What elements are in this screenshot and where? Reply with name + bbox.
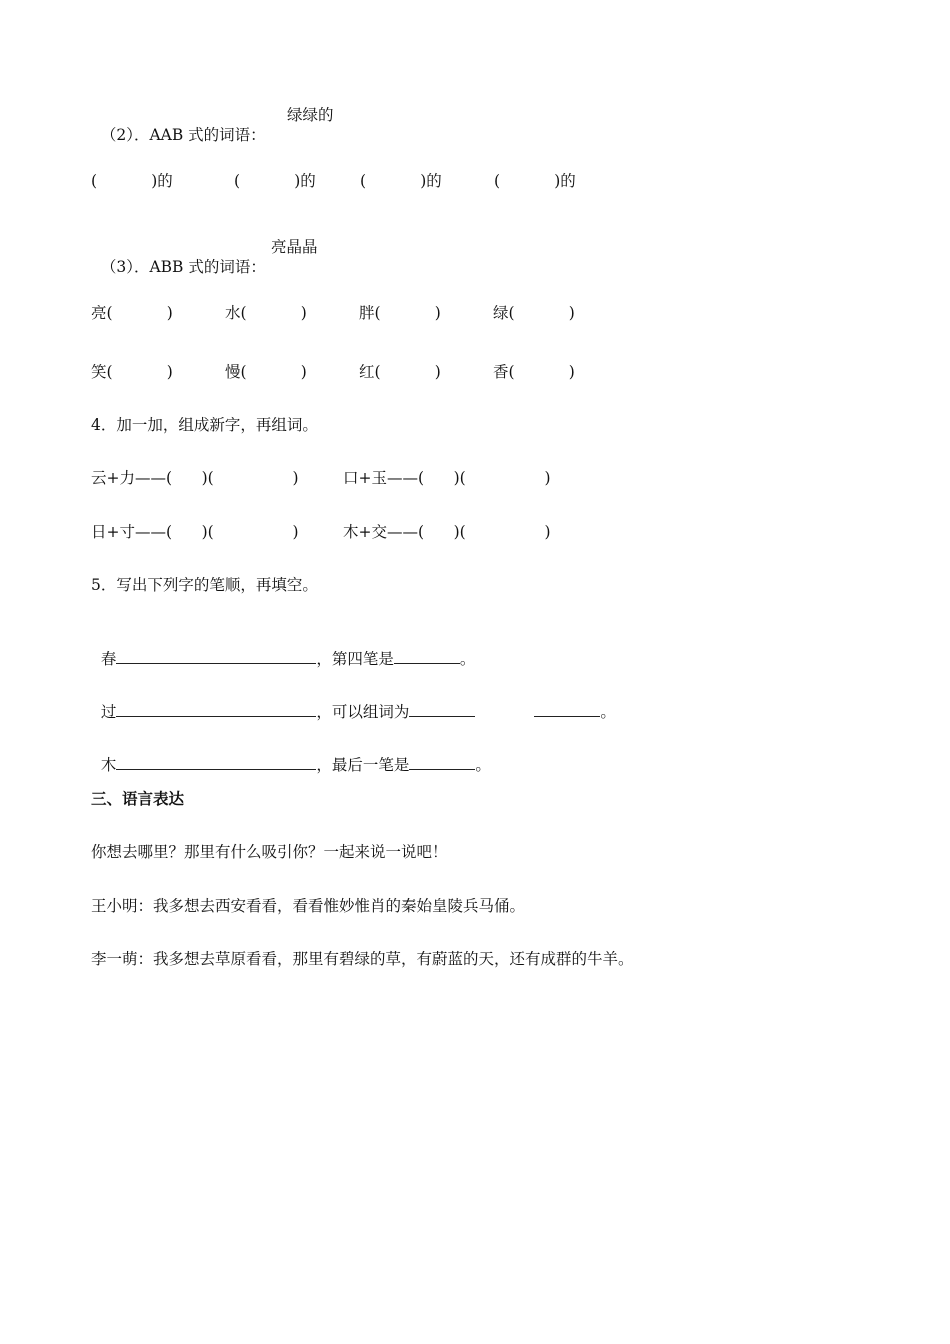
q5-mid: ，可以组词为 bbox=[316, 703, 410, 721]
abb-heading: （3）．ABB 式的词语： bbox=[100, 258, 266, 276]
stroke-order-blank[interactable] bbox=[116, 702, 316, 717]
q5-char: 春 bbox=[100, 650, 117, 668]
aab-example: 绿绿的 bbox=[287, 106, 334, 124]
q4-title: 4．加一加，组成新字，再组词。 bbox=[91, 416, 318, 434]
aab-blank-3[interactable]: ( )的 bbox=[360, 172, 442, 190]
q5-char: 木 bbox=[100, 756, 117, 774]
abb-example: 亮晶晶 bbox=[271, 238, 318, 256]
q4-item-mu-jiao[interactable]: 木+交——( )( ) bbox=[343, 523, 551, 541]
abb-blank-lv[interactable]: 绿( ) bbox=[493, 304, 575, 322]
abb-blank-hong[interactable]: 红( ) bbox=[359, 363, 441, 381]
q5-row-mu bbox=[91, 735, 491, 775]
aab-heading-line bbox=[91, 105, 266, 145]
abb-blank-shui[interactable]: 水( ) bbox=[225, 304, 307, 322]
section3-prompt: 你想去哪里？那里有什么吸引你？一起来说一说吧！ bbox=[91, 843, 448, 861]
answer-blank-2[interactable] bbox=[534, 702, 600, 717]
abb-blank-pang[interactable]: 胖( ) bbox=[359, 304, 441, 322]
abb-heading-line bbox=[91, 237, 266, 277]
q5-title: 5．写出下列字的笔顺，再填空。 bbox=[91, 576, 318, 594]
q5-char: 过 bbox=[100, 703, 117, 721]
aab-blank-1[interactable]: ( )的 bbox=[91, 172, 173, 190]
section3-line-li: 李一萌：我多想去草原看看，那里有碧绿的草，有蔚蓝的天，还有成群的牛羊。 bbox=[91, 950, 634, 968]
abb-blank-xiao[interactable]: 笑( ) bbox=[91, 363, 173, 381]
period: 。 bbox=[459, 650, 476, 668]
q5-row-guo bbox=[91, 682, 616, 722]
abb-blank-xiang[interactable]: 香( ) bbox=[493, 363, 575, 381]
section3-line-wang: 王小明：我多想去西安看看，看看惟妙惟肖的秦始皇陵兵马俑。 bbox=[91, 897, 526, 915]
section3-title: 三、语言表达 bbox=[91, 790, 185, 808]
answer-blank-1[interactable] bbox=[409, 702, 475, 717]
aab-heading: （2）．AAB 式的词语： bbox=[100, 126, 266, 144]
abb-blank-man[interactable]: 慢( ) bbox=[225, 363, 307, 381]
answer-blank[interactable] bbox=[409, 755, 475, 770]
stroke-order-blank[interactable] bbox=[116, 755, 316, 770]
q4-item-yun-li[interactable]: 云+力——( )( ) bbox=[91, 469, 299, 487]
stroke-order-blank[interactable] bbox=[116, 649, 316, 664]
q5-mid: ，第四笔是 bbox=[316, 650, 394, 668]
period: 。 bbox=[600, 703, 616, 721]
abb-blank-liang[interactable]: 亮( ) bbox=[91, 304, 173, 322]
q4-item-ri-cun[interactable]: 日+寸——( )( ) bbox=[91, 523, 299, 541]
q4-item-kou-yu[interactable]: 口+玉——( )( ) bbox=[343, 469, 551, 487]
q5-mid: ，最后一笔是 bbox=[316, 756, 410, 774]
aab-blank-4[interactable]: ( )的 bbox=[494, 172, 576, 190]
q5-row-chun bbox=[91, 629, 475, 669]
period: 。 bbox=[475, 756, 491, 774]
aab-blank-2[interactable]: ( )的 bbox=[234, 172, 316, 190]
answer-blank[interactable] bbox=[394, 649, 460, 664]
